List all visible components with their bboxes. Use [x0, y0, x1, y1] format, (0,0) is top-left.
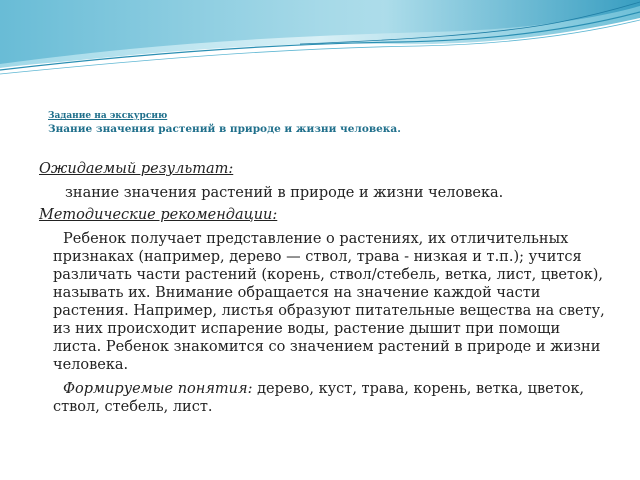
wave-banner — [0, 0, 640, 80]
concepts-label: Формируемые понятия: — [63, 381, 253, 397]
concepts-text: дерево, куст, трава, корень, ветка, цветок, ствол, стебель, лист. — [53, 381, 585, 415]
slide-header — [48, 110, 608, 136]
concepts-paragraph — [39, 380, 609, 416]
expected-heading: Ожидаемый результат: — [39, 161, 234, 177]
header-title: Знание значения растений в природе и жизни человека. — [48, 123, 401, 135]
header-subtitle: Задание на экскурсию — [48, 111, 168, 121]
slide-content — [39, 160, 609, 420]
method-heading: Методические рекомендации: — [39, 207, 278, 223]
method-text: Ребенок получает представление о растениях, их отличительных признаках (например, дерево — ствол, трава - низкая и т.п.); учится различать части растений (корень, ствол/стебель, ветка, лист, цветок), называть их. Внимание обращается на значение каждой части растения. Например, листья образуют питательные вещества на свету, из них происходит испарение воды, растение дышит при помощи листа. Ребенок знакомится со значением растений в природе и жизни человека. — [53, 231, 605, 373]
expected-text: знание значения растений в природе и жизни человека. — [65, 185, 504, 201]
